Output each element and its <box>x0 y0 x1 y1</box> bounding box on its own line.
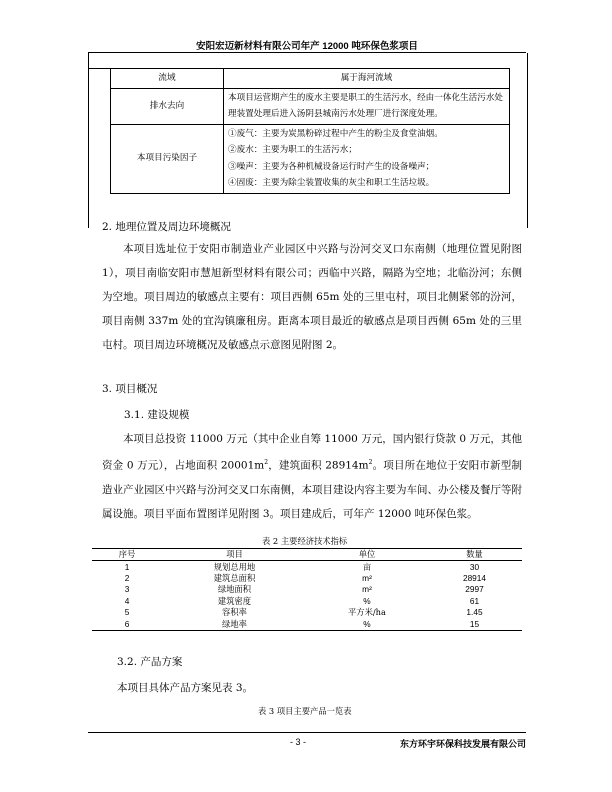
cell-quantity: 1.45 <box>466 607 483 618</box>
cell-quantity: 61 <box>469 595 480 606</box>
cell-index: 2 <box>124 572 130 583</box>
page-number: - 3 - <box>290 737 307 747</box>
table-row <box>111 124 510 193</box>
col-header-item: 项目 <box>162 549 307 561</box>
cell-index: 1 <box>124 561 130 572</box>
table-stub-rule <box>88 68 110 69</box>
cell-item: 绿地面积 <box>217 584 252 595</box>
subsection-heading-scale: 3.1. 建设规模 <box>124 409 190 421</box>
scale-text-c: 。项目所在地位于安阳市新型制造业产业园区中兴路与汾河交叉口东南侧，本项目建设内容主要为车间、办公楼及餐厅等附属设施。项目平面布置图详见附图 3。项目建成后，可年产 12000 吨环保色浆。 <box>102 459 522 520</box>
drainage-label: 排水去向 <box>111 88 224 124</box>
cell-unit: 亩 <box>362 561 372 572</box>
cell-item: 绿地率 <box>162 618 307 630</box>
basin-value: 属于海河流域 <box>224 69 510 89</box>
cell-quantity: 2997 <box>465 584 484 595</box>
cell-quantity: 15 <box>427 618 522 630</box>
cell-index: 4 <box>124 595 130 606</box>
table-row <box>92 584 522 595</box>
table-row <box>92 573 522 584</box>
cell-unit: m² <box>362 584 372 595</box>
basin-label: 流域 <box>111 69 224 89</box>
cell-unit: 平方米/ha <box>348 607 386 618</box>
pollution-factor-list <box>224 124 510 193</box>
cell-index: 6 <box>92 618 162 630</box>
cell-item: 建筑总面积 <box>213 572 256 583</box>
table2-caption: 表 2 主要经济技术指标 <box>262 536 348 546</box>
col-header-unit: 单位 <box>307 549 427 561</box>
cell-quantity: 30 <box>469 561 480 572</box>
scale-paragraph <box>102 427 522 526</box>
page-header-title: 安阳宏迈新材料有限公司年产 12000 吨环保色浆项目 <box>196 41 418 52</box>
table-row <box>92 607 522 618</box>
location-paragraph: 本项目选址位于安阳市制造业产业园区中兴路与汾河交叉口东南侧（地理位置见附图 1），项目南临安阳市慧旭新型材料有限公司；西临中兴路，隔路为空地；北临汾河；东侧为空地。项目周边的敏感点主要有：项目西侧 65m 处的三里屯村，项目北侧紧邻的汾河，项目南侧 337m 处的宜沟镇廉租房。距离本项目最近的敏感点是项目西侧 65m 处的三里屯村。项目周边环境概况及敏感点示意图见附图 2。 <box>102 243 522 351</box>
cell-unit: % <box>363 595 371 606</box>
subsection-heading-products: 3.2. 产品方案 <box>117 656 183 668</box>
cell-item: 容积率 <box>222 607 247 618</box>
superscript: 2 <box>264 459 269 466</box>
cell-quantity: 28914 <box>462 572 487 583</box>
cell-index: 5 <box>124 607 130 618</box>
drainage-value: 本项目运营期产生的废水主要是职工的生活污水，经由一体化生活污水处理装置处理后进入汤阴县城南污水处理厂进行深度处理。 <box>224 88 510 124</box>
economic-indicators-table <box>92 548 522 631</box>
cell-unit: m² <box>362 572 372 583</box>
pollution-item-water: ②废水：主要为职工的生活污水； <box>228 145 357 155</box>
scale-text-a: 本项目总投资 11000 万元（其中企业自筹 11000 万元，国内银行贷款 0 万元，其他资金 0 万元），占地面积 20001m <box>102 433 522 472</box>
pollution-item-solid: ④固废：主要为除尘装置收集的灰尘和职工生活垃圾。 <box>228 178 435 188</box>
cell-index: 3 <box>124 584 130 595</box>
pollution-item-gas: ①废气：主要为炭黑粉碎过程中产生的粉尘及食堂油烟。 <box>228 128 443 139</box>
table-header-row <box>92 549 522 561</box>
col-header-quantity: 数量 <box>427 549 522 561</box>
pollution-item-noise: ③噪声：主要为各种机械设备运行时产生的设备噪声； <box>228 161 435 172</box>
table3-caption: 表 3 项目主要产品一览表 <box>258 706 352 716</box>
cell-unit: % <box>307 618 427 630</box>
table-row <box>92 561 522 573</box>
footer-company: 东方环宇环保科技发展有限公司 <box>399 739 526 749</box>
cell-item: 建筑密度 <box>217 595 252 606</box>
superscript: 2 <box>368 459 373 466</box>
section-heading-location: 2. 地理位置及周边环境概况 <box>102 221 231 233</box>
environment-info-table <box>110 68 510 194</box>
table-row <box>92 618 522 630</box>
section-heading-overview: 3. 项目概况 <box>102 383 158 395</box>
footer-rule <box>88 732 526 733</box>
pollution-factor-label: 本项目污染因子 <box>111 124 224 193</box>
products-paragraph: 本项目具体产品方案见表 3。 <box>117 682 254 694</box>
col-header-index: 序号 <box>92 549 162 561</box>
table-row <box>111 88 510 124</box>
table-row <box>92 596 522 607</box>
cell-item: 规划总用地 <box>213 561 256 572</box>
scale-text-b: ，建筑面积 28914m <box>268 459 369 472</box>
table-row <box>111 69 510 89</box>
